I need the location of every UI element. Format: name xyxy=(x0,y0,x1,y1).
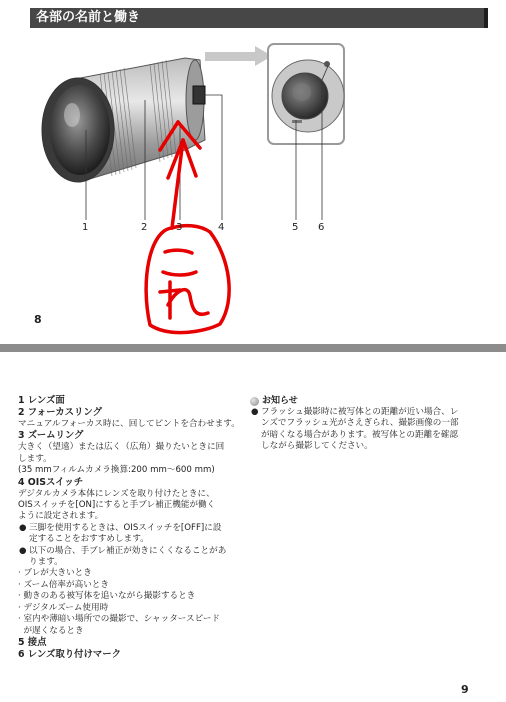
detail-arrow xyxy=(205,46,272,66)
mount-detail-view xyxy=(268,44,344,144)
page-number-8: 8 xyxy=(34,313,42,326)
bullet-1-line-1: 三脚を使用するときは、OISスイッチを[OFF]に設 xyxy=(29,522,222,533)
item-heading-4: 4 OISスイッチ xyxy=(18,476,84,488)
notice-bullet xyxy=(250,407,478,453)
item-heading-6: 6 レンズ取り付けマーク xyxy=(18,648,122,660)
callout-4: 4 xyxy=(218,222,225,233)
item-3-line-1: 大きく（望遠）または広く（広角）撮りたいときに回 xyxy=(18,442,225,453)
sub-item-6: が遅くなるとき xyxy=(18,625,84,636)
lens-illustration xyxy=(0,0,506,344)
notice-line-4: しながら撮影してください。 xyxy=(261,441,373,452)
notice-line-1: フラッシュ撮影時に被写体との距離が近い場合、レ xyxy=(261,407,459,417)
notice-column xyxy=(250,395,478,453)
callout-3: 3 xyxy=(176,222,183,233)
notice-title: お知らせ xyxy=(262,396,298,406)
bullet-tripod xyxy=(18,523,250,546)
item-3-line-3: (35 mmフィルムカメラ換算:200 mm～600 mm) xyxy=(18,465,215,476)
item-heading-3: 3 ズームリング xyxy=(18,430,84,442)
parts-description-column xyxy=(18,395,250,661)
sub-item-5: · 室内や薄暗い場所での撮影で、シャッタースピード xyxy=(18,614,221,625)
manual-page-9 xyxy=(0,352,506,702)
sub-item-4: · デジタルズーム使用時 xyxy=(18,602,109,613)
bullet-1-line-2: 定することをおすすめします。 xyxy=(29,534,149,545)
item-4-line-1: デジタルカメラ本体にレンズを取り付けたときに、 xyxy=(18,488,215,499)
item-4-line-3: ように設定されます。 xyxy=(18,511,104,522)
notice-line-2: ンズでフラッシュ光がさえぎられ、撮影画像の一部 xyxy=(261,418,459,429)
item-heading-5: 5 接点 xyxy=(18,636,47,648)
bullet-dot: ● xyxy=(19,545,27,556)
item-3-line-2: します。 xyxy=(18,453,52,464)
callout-2: 2 xyxy=(141,222,148,233)
bullet-dot: ● xyxy=(19,522,27,533)
notice-heading xyxy=(250,395,478,407)
page-number-9: 9 xyxy=(461,683,469,696)
sub-item-1: · ブレが大きいとき xyxy=(18,568,92,579)
notice-line-3: が暗くなる場合があります。被写体との距離を確認 xyxy=(261,429,458,440)
sub-item-3: · 動きのある被写体を追いながら撮影するとき xyxy=(18,591,196,602)
item-4-line-2: OISスイッチを[ON]にすると手ブレ補正機能が働く xyxy=(18,500,216,511)
info-icon xyxy=(250,397,259,406)
bullet-stabilizer-limits xyxy=(18,546,250,569)
item-2-line-1: マニュアルフォーカス時に、回してピントを合わせます。 xyxy=(18,419,240,429)
callout-6: 6 xyxy=(318,222,325,233)
bullet-dot: ● xyxy=(251,407,259,417)
callout-5: 5 xyxy=(292,222,299,233)
section-title: 各部の名前と働き xyxy=(36,10,141,25)
sub-item-2: · ズーム倍率が高いとき xyxy=(18,579,109,590)
item-heading-1: 1 レンズ面 xyxy=(18,395,65,406)
item-heading-2: 2 フォーカスリング xyxy=(18,407,102,418)
bullet-2-line-2: ります。 xyxy=(29,557,63,568)
callout-1: 1 xyxy=(82,222,89,233)
bullet-2-line-1: 以下の場合、手ブレ補正が効きにくくなることがあ xyxy=(29,545,227,556)
manual-page-8 xyxy=(0,0,506,344)
